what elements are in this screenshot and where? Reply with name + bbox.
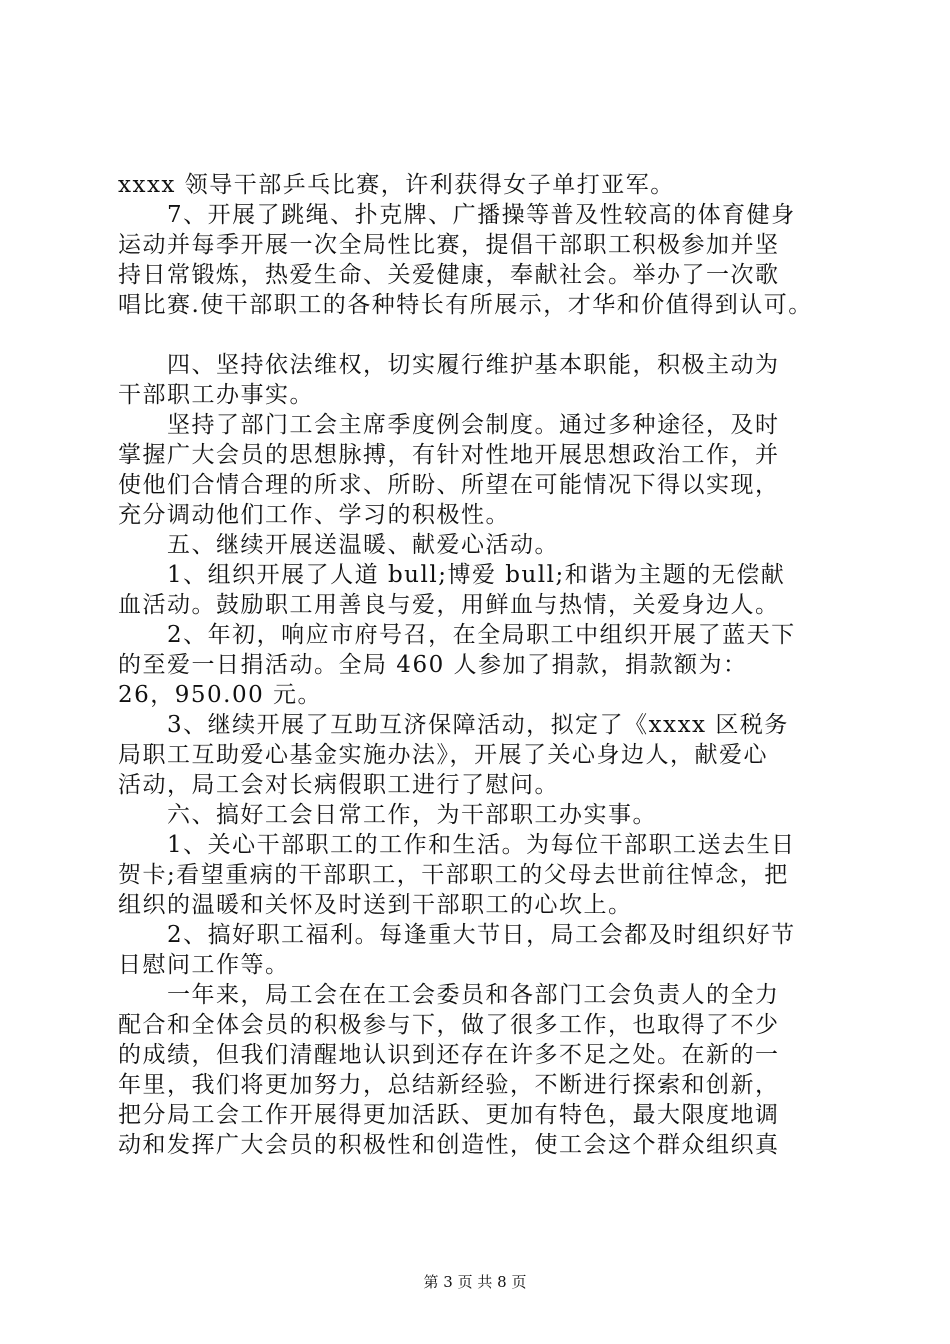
page-number-footer: 第 3 页 共 8 页 bbox=[423, 1273, 527, 1291]
text-line: 唱比赛.使干部职工的各种特长有所展示，才华和价值得到认可。 bbox=[118, 292, 813, 318]
paragraph-gap bbox=[118, 320, 838, 350]
text-line: 2、年初，响应市府号召，在全局职工中组织开展了蓝天下 bbox=[118, 622, 796, 648]
section-heading: 四、坚持依法维权，切实履行维护基本职能，积极主动为 bbox=[118, 352, 780, 378]
section-heading: 六、搞好工会日常工作，为干部职工办实事。 bbox=[118, 802, 657, 828]
section-heading: 五、继续开展送温暖、献爱心活动。 bbox=[118, 532, 559, 558]
text-line: 血活动。鼓励职工用善良与爱，用鲜血与热情，关爱身边人。 bbox=[118, 592, 780, 618]
text-line: 持日常锻炼，热爱生命、关爱健康，奉献社会。举办了一次歌 bbox=[118, 262, 780, 288]
text-line: 26，950.00 元。 bbox=[118, 682, 323, 708]
text-line: 日慰问工作等。 bbox=[118, 952, 290, 978]
text-line: 充分调动他们工作、学习的积极性。 bbox=[118, 502, 510, 528]
text-line: 组织的温暖和关怀及时送到干部职工的心坎上。 bbox=[118, 892, 633, 918]
text-line: 的成绩，但我们清醒地认识到还存在许多不足之处。在新的一 bbox=[118, 1042, 780, 1068]
text-line: 一年来，局工会在在工会委员和各部门工会负责人的全力 bbox=[118, 982, 780, 1008]
text-line: 3、继续开展了互助互济保障活动，拟定了《xxxx 区税务 bbox=[118, 712, 789, 738]
text-line: 的至爱一日捐活动。全局 460 人参加了捐款，捐款额为： bbox=[118, 652, 748, 678]
text-line: 运动并每季开展一次全局性比赛，提倡干部职工积极参加并坚 bbox=[118, 232, 780, 258]
text-line: 干部职工办事实。 bbox=[118, 382, 314, 408]
text-line: 2、搞好职工福利。每逢重大节日，局工会都及时组织好节 bbox=[118, 922, 796, 948]
text-line: 7、开展了跳绳、扑克牌、广播操等普及性较高的体育健身 bbox=[118, 202, 796, 228]
text-line: 1、组织开展了人道 bull;博爱 bull;和谐为主题的无偿献 bbox=[118, 562, 786, 588]
text-line: 把分局工会工作开展得更加活跃、更加有特色，最大限度地调 bbox=[118, 1102, 780, 1128]
text-line: 配合和全体会员的积极参与下，做了很多工作，也取得了不少 bbox=[118, 1012, 780, 1038]
text-line: 坚持了部门工会主席季度例会制度。通过多种途径，及时 bbox=[118, 412, 780, 438]
text-line: 年里，我们将更加努力，总结新经验，不断进行探索和创新， bbox=[118, 1072, 780, 1098]
text-line: 1、关心干部职工的工作和生活。为每位干部职工送去生日 bbox=[118, 832, 796, 858]
document-body bbox=[118, 170, 838, 1160]
text-line: 使他们合情合理的所求、所盼、所望在可能情况下得以实现， bbox=[118, 472, 780, 498]
text-line: xxxx 领导干部乒乓比赛，许利获得女子单打亚军。 bbox=[118, 172, 675, 198]
text-line: 掌握广大会员的思想脉搏，有针对性地开展思想政治工作，并 bbox=[118, 442, 780, 468]
text-line: 动和发挥广大会员的积极性和创造性，使工会这个群众组织真 bbox=[118, 1132, 780, 1158]
text-line: 活动，局工会对长病假职工进行了慰问。 bbox=[118, 772, 559, 798]
text-line: 局职工互助爱心基金实施办法》，开展了关心身边人，献爱心 bbox=[118, 742, 768, 768]
text-line: 贺卡;看望重病的干部职工，干部职工的父母去世前往悼念，把 bbox=[118, 862, 789, 888]
